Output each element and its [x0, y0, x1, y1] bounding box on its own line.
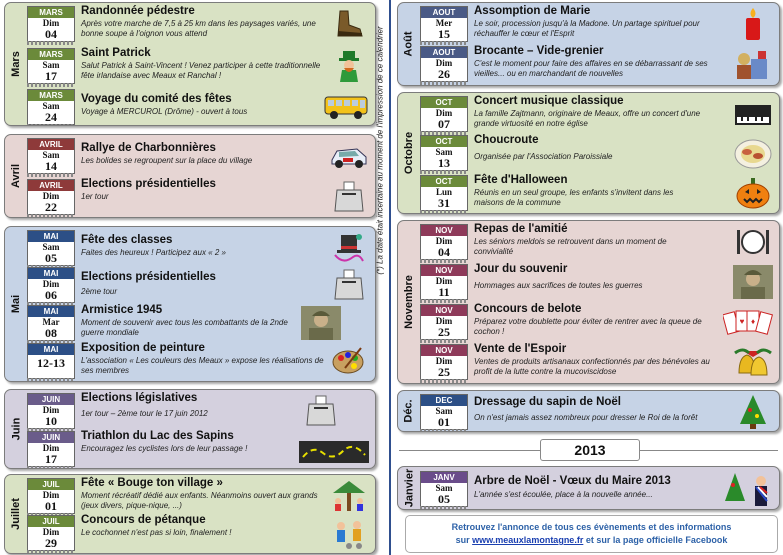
calendar-date-icon: OCT Sam 13 [420, 135, 468, 171]
calendar-date-icon: MARS Sam 17 [27, 48, 75, 84]
palette-icon [329, 344, 369, 378]
event-description: 2ème tour [81, 287, 118, 296]
event-voyage [27, 87, 371, 126]
event-description: Encouragez les cyclistes lors de leur passage ! [81, 444, 248, 453]
event-title: Brocante – Vide-grenier [474, 45, 604, 57]
event-description: La famille Zajtmann, originaire de Meaux, offre un concert d'une grande virtuosité en notre église [474, 109, 701, 128]
event-description: Réunis en un seul groupe, les enfants s'invitent dans les maisons de la commune [474, 188, 674, 207]
event-description: Faites des heureux ! Participez aux « 2 » [81, 248, 226, 257]
event-rallye [27, 136, 371, 176]
event-title: Armistice 1945 [81, 304, 163, 316]
petanque-icon [329, 516, 369, 550]
event-title: Assomption de Marie [474, 5, 591, 17]
event-description: Le cochonnet n'est pas si loin, finalement ! [81, 528, 232, 537]
cutlery-icon [733, 225, 773, 259]
calendar-date-icon: MAI 12-13 [27, 343, 75, 379]
event-description: Le soir, procession jusqu'à la Madone. Un partage spirituel pour réchauffer le cœur et l'Esprit [474, 19, 700, 38]
month-label: Janvier [403, 468, 415, 508]
month-label: Déc. [403, 399, 415, 423]
event-petanque [27, 513, 371, 553]
pumpkin-icon [733, 176, 773, 210]
mayor-tree-icon [723, 472, 773, 506]
event-title: Fête « Bouge ton village » [81, 477, 223, 489]
event-description: Voyage à MERCUROL (Drôme) - ouvert à tous [81, 107, 248, 116]
soldier-icon [301, 306, 341, 340]
month-label: Avril [10, 163, 23, 189]
event-description: Organisée par l'Association Paroissiale [474, 152, 613, 161]
children-icon [329, 479, 369, 513]
month-label: Octobre [403, 131, 415, 175]
calendar-date-icon: MARS Sam 24 [27, 89, 75, 125]
ballot-box-icon [301, 394, 341, 428]
event-concert [420, 94, 775, 134]
event-title: Elections présidentielles [81, 271, 216, 283]
event-description: Moment récréatif dédié aux enfants. Néanmoins ouvert aux grands (jeux divers, pique-nique, ...) [81, 491, 318, 510]
calendar-date-icon: MARS Dim 04 [27, 6, 75, 42]
footer-line1: Retrouvez l'annonce de tous ces évènements et des informations [451, 522, 732, 532]
piano-icon [733, 97, 773, 131]
calendar-date-icon: JUIN Dim 17 [27, 431, 75, 467]
calendar-date-icon: MAI Sam 05 [27, 230, 75, 266]
boot-icon [329, 7, 369, 41]
calendar-date-icon: NOV Dim 25 [420, 304, 468, 340]
event-belote [420, 302, 775, 342]
event-description: 1er tour – 2ème tour le 17 juin 2012 [81, 409, 208, 418]
road-icon [299, 441, 369, 463]
calendar-date-icon: JUIL Dim 01 [27, 478, 75, 514]
event-choucroute [420, 133, 775, 173]
event-title: Triathlon du Lac des Sapins [81, 430, 234, 442]
month-block-decembre [397, 390, 780, 432]
event-title: Jour du souvenir [474, 263, 568, 275]
event-title: Vente de l'Espoir [474, 343, 567, 355]
event-description: Moment de souvenir avec tous les combattants de la 2nde guerre mondiale [81, 318, 288, 337]
event-description: C'est le moment pour faire des affaires en se débarrassant de ses vieilles... ou en marchandant de nouvelles [474, 59, 708, 78]
calendar-date-icon: MAI Mar 08 [27, 305, 75, 341]
calendar-date-icon: MAI Dim 06 [27, 267, 75, 303]
event-description: L'année s'est écoulée, place à la nouvelle année... [474, 490, 653, 499]
calendar-date-icon: JUIL Dim 29 [27, 515, 75, 551]
event-title: Voyage du comité des fêtes [81, 93, 232, 105]
month-label: Juillet [10, 498, 23, 530]
leprechaun-icon [329, 49, 369, 83]
cards-icon [723, 305, 773, 339]
month-label: Août [403, 31, 416, 57]
bus-icon [323, 90, 369, 124]
event-exposition [27, 341, 371, 381]
month-block-juillet [4, 474, 376, 554]
calendar-date-icon: NOV Dim 04 [420, 224, 468, 260]
event-armistice [27, 303, 371, 343]
month-block-avril [4, 134, 376, 218]
event-vente-espoir [420, 342, 775, 382]
event-legislatives [27, 391, 371, 431]
month-block-novembre [397, 220, 780, 384]
event-description: L'association « Les couleurs des Meaux » expose les réalisations de ses membres [81, 356, 324, 375]
calendar-date-icon: JANV Sam 05 [420, 471, 468, 507]
calendar-date-icon: AVRIL Sam 14 [27, 138, 75, 174]
event-brocante [420, 44, 775, 84]
calendar-date-icon: JUIN Dim 10 [27, 393, 75, 429]
party-hat-icon [329, 231, 369, 265]
event-triathlon [27, 429, 371, 469]
calendar-date-icon: NOV Dim 11 [420, 264, 468, 300]
event-title: Fête des classes [81, 234, 173, 246]
column-divider [389, 0, 391, 555]
footer-line2: sur www.meauxlamontagne.fr et sur la page officielle Facebook [455, 535, 728, 545]
event-arbre-noel [420, 469, 775, 509]
event-assomption [420, 4, 775, 44]
event-title: Saint Patrick [81, 47, 151, 59]
soldier-icon [733, 265, 773, 299]
footer-info [405, 515, 778, 553]
rally-car-icon [329, 139, 369, 173]
event-description: On n'est jamais assez nombreux pour dresser le Roi de la forêt [474, 413, 698, 422]
event-description: Les séniors meldois se retrouvent dans un moment de convivialité [474, 237, 667, 256]
event-title: Choucroute [474, 134, 539, 146]
month-label: Novembre [403, 275, 416, 329]
event-description: Après votre marche de 7,5 à 25 km dans les paysages variés, une bonne soupe à l'oignon vous attend [81, 19, 316, 38]
event-randonnee [27, 4, 371, 44]
event-title: Repas de l'amitié [474, 223, 568, 235]
month-label: Juin [10, 417, 22, 441]
ballot-box-icon [329, 268, 369, 302]
month-label: Mars [10, 51, 22, 77]
svg-text:♥: ♥ [739, 317, 745, 326]
event-title: Arbre de Noël - Vœux du Maire 2013 [474, 475, 671, 487]
event-elections-1 [27, 177, 371, 217]
event-title: Exposition de peinture [81, 342, 205, 354]
calendar-date-icon: AVRIL Dim 22 [27, 179, 75, 215]
event-fete-classes [27, 228, 371, 268]
event-title: Rallye de Charbonnières [81, 142, 216, 154]
month-block-mai [4, 226, 376, 382]
event-title: Elections présidentielles [81, 178, 216, 190]
event-description: Les bolides se regroupent sur la place du village [81, 156, 253, 165]
event-elections-2 [27, 265, 371, 305]
month-block-mars [4, 2, 376, 126]
calendar-date-icon: AOUT Mer 15 [420, 6, 468, 42]
christmas-tree-icon [733, 395, 773, 429]
calendar-date-icon: AOUT Dim 26 [420, 46, 468, 82]
event-description: Préparez votre doublette pour éviter de rentrer avec la queue de cochon ! [474, 317, 702, 336]
sauerkraut-icon [733, 136, 773, 170]
junk-pile-icon [733, 47, 773, 81]
date-uncertain-note: (*) La date était incertaine au moment de l'impression de ce calendrier [375, 25, 385, 275]
event-title: Concours de belote [474, 303, 582, 315]
year-label: 2013 [540, 439, 640, 461]
event-description: Hommages aux sacrifices de toutes les guerres [474, 281, 643, 290]
ballot-box-icon [329, 180, 369, 214]
website-link[interactable]: www.meauxlamontagne.fr [472, 535, 584, 545]
calendar-date-icon: OCT Dim 07 [420, 96, 468, 132]
event-title: Dressage du sapin de Noël [474, 396, 621, 408]
event-saint-patrick [27, 46, 371, 86]
event-sapin [420, 392, 775, 432]
event-title: Fête d'Halloween [474, 174, 568, 186]
calendar-date-icon: OCT Lun 31 [420, 175, 468, 211]
calendar-date-icon: DEC Sam 01 [420, 394, 468, 430]
event-bouge-village [27, 476, 371, 516]
event-title: Randonnée pédestre [81, 5, 195, 17]
month-label: Mai [10, 294, 22, 314]
month-block-aout [397, 2, 780, 86]
event-title: Concert musique classique [474, 95, 624, 107]
event-description: 1er tour [81, 192, 109, 201]
bells-icon [733, 345, 773, 379]
month-block-janvier [397, 466, 780, 510]
event-title: Concours de pétanque [81, 514, 206, 526]
svg-text:♦: ♦ [750, 317, 756, 326]
candle-icon [733, 7, 773, 41]
event-souvenir [420, 262, 775, 302]
event-description: Salut Patrick à Saint-Vincent ! Venez participer à cette traditionnelle fête irlandaise avec Meaux et Ranchal ! [81, 61, 321, 80]
event-title: Elections législatives [81, 392, 198, 404]
event-description: Ventes de produits artisanaux confectionnés par des bénévoles au profit de la lutte contre la mucoviscidose [474, 357, 710, 376]
month-block-octobre [397, 92, 780, 214]
event-repas [420, 222, 775, 262]
month-block-juin [4, 389, 376, 469]
calendar-date-icon: NOV Dim 25 [420, 344, 468, 380]
event-halloween [420, 173, 775, 213]
